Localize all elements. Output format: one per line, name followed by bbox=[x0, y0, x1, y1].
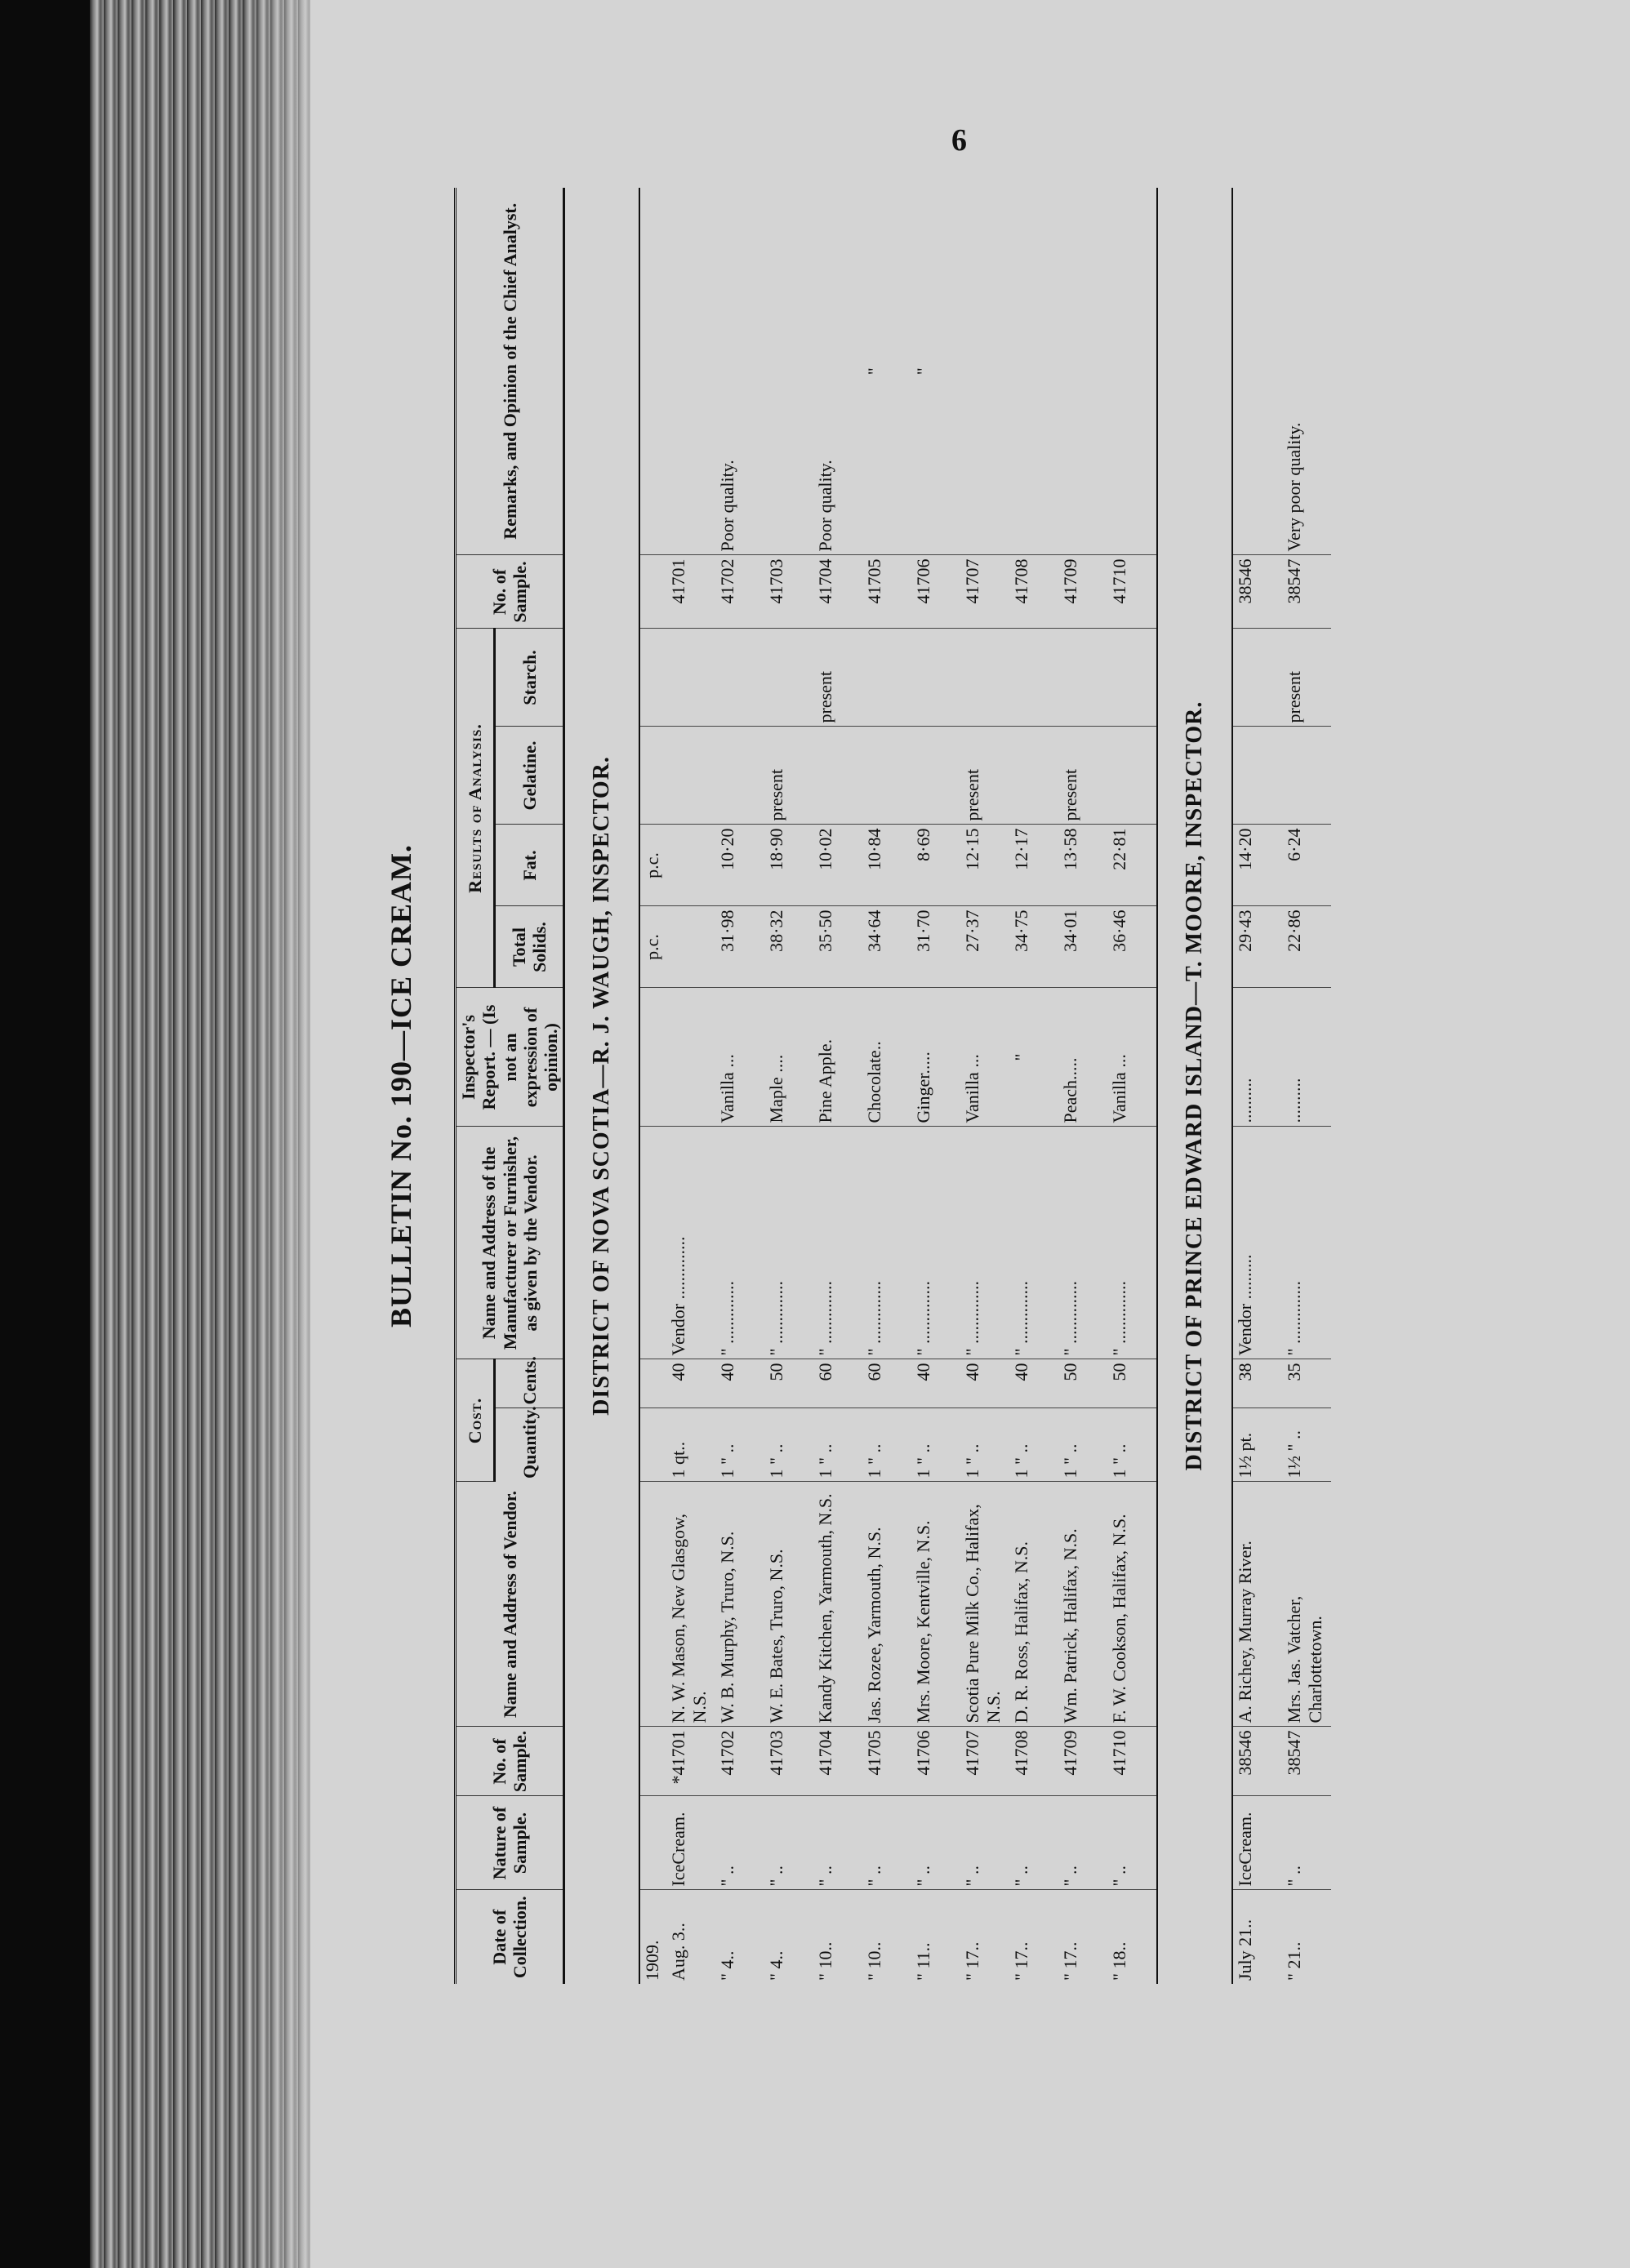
ice-cream-table bbox=[454, 188, 1331, 1984]
cell-cents: 40 bbox=[911, 1359, 960, 1408]
cell-vendor: Wm. Patrick, Halifax, N.S. bbox=[1058, 1482, 1107, 1727]
cell-no: 41703 bbox=[764, 1727, 813, 1796]
district-heading: DISTRICT OF PRINCE EDWARD ISLAND—T. MOORE, INSPECTOR. bbox=[1157, 188, 1232, 1984]
cell-gelatine: present bbox=[1058, 727, 1107, 825]
cell-vendor: Jas. Rozee, Yarmouth, N.S. bbox=[862, 1482, 911, 1727]
cell-qty: 1 " .. bbox=[813, 1408, 862, 1482]
cell-nature: " .. bbox=[764, 1796, 813, 1890]
cell-nature: " .. bbox=[1058, 1796, 1107, 1890]
cell-manufacturer: " .............. bbox=[813, 1127, 862, 1359]
cell-nature: " .. bbox=[1107, 1796, 1157, 1890]
table-row bbox=[960, 188, 1009, 1984]
cell-remarks bbox=[764, 188, 813, 555]
cell-no: 38546 bbox=[1232, 1727, 1282, 1796]
cell-cents: 35 bbox=[1282, 1359, 1331, 1408]
cell-qty: 1 " .. bbox=[715, 1408, 764, 1482]
cell-fat bbox=[666, 825, 715, 906]
cell-manufacturer: " .............. bbox=[1058, 1127, 1107, 1359]
cell-fat: 10·84 bbox=[862, 825, 911, 906]
scan-dark-edge bbox=[0, 0, 90, 2268]
cell-report: Vanilla ... bbox=[715, 988, 764, 1127]
cell-manufacturer: " .............. bbox=[862, 1127, 911, 1359]
cell-remarks bbox=[960, 188, 1009, 555]
cell-no: 41707 bbox=[960, 1727, 1009, 1796]
header-remarks: Remarks, and Opinion of the Chief Analyst. bbox=[456, 188, 564, 555]
cell-cents: 50 bbox=[1107, 1359, 1157, 1408]
cell-report: Pine Apple. bbox=[813, 988, 862, 1127]
cell-remarks bbox=[1107, 188, 1157, 555]
cell-starch bbox=[1232, 629, 1282, 727]
cell-remarks: Poor quality. bbox=[813, 188, 862, 555]
cell-date: July 21.. bbox=[1235, 1919, 1256, 1981]
header-date: Date of Collection. bbox=[456, 1890, 564, 1984]
cell-report: .......... bbox=[1282, 988, 1331, 1127]
cell-cents: 40 bbox=[960, 1359, 1009, 1408]
header-gelatine: Gelatine. bbox=[494, 727, 564, 825]
cell-fat: 10·02 bbox=[813, 825, 862, 906]
cell-no: 41709 bbox=[1058, 1727, 1107, 1796]
cell-gelatine: present bbox=[764, 727, 813, 825]
cell-qty: 1 " .. bbox=[1058, 1408, 1107, 1482]
cell-vendor: Scotia Pure Milk Co., Halifax, N.S. bbox=[960, 1482, 1009, 1727]
bulletin-title: BULLETIN No. 190—ICE CREAM. bbox=[385, 843, 417, 1328]
cell-date: " 17.. bbox=[1011, 1941, 1032, 1981]
cell-solids: 34·01 bbox=[1058, 906, 1107, 988]
header-quantity: Quantity. bbox=[494, 1408, 564, 1482]
cell-date: " 21.. bbox=[1284, 1941, 1305, 1981]
cell-fat: 18·90 bbox=[764, 825, 813, 906]
cell-remarks bbox=[666, 188, 715, 555]
cell-gelatine bbox=[1107, 727, 1157, 825]
unit-total-solids: p.c. bbox=[639, 906, 666, 988]
cell-nature: " .. bbox=[911, 1796, 960, 1890]
header-starch: Starch. bbox=[494, 629, 564, 727]
cell-manufacturer: " .............. bbox=[911, 1127, 960, 1359]
cell-report bbox=[666, 988, 715, 1127]
cell-vendor: A. Richey, Murray River. bbox=[1232, 1482, 1282, 1727]
cell-report: Vanilla ... bbox=[1107, 988, 1157, 1127]
cell-remarks: " bbox=[911, 188, 960, 555]
cell-qty: 1 " .. bbox=[1009, 1408, 1058, 1482]
cell-qty: 1 " .. bbox=[911, 1408, 960, 1482]
cell-date: " 10.. bbox=[864, 1941, 885, 1981]
district-heading-row bbox=[564, 188, 640, 1984]
cell-gelatine: present bbox=[960, 727, 1009, 825]
cell-no2: 41705 bbox=[862, 555, 911, 629]
cell-no2: 41706 bbox=[911, 555, 960, 629]
table-row bbox=[715, 188, 764, 1984]
cell-vendor: Kandy Kitchen, Yarmouth, N.S. bbox=[813, 1482, 862, 1727]
cell-starch: present bbox=[1282, 629, 1331, 727]
cell-no2: 41708 bbox=[1009, 555, 1058, 629]
cell-solids: 35·50 bbox=[813, 906, 862, 988]
cell-solids: 34·75 bbox=[1009, 906, 1058, 988]
cell-date: " 11.. bbox=[913, 1942, 934, 1981]
cell-cents: 40 bbox=[1009, 1359, 1058, 1408]
cell-manufacturer: " .............. bbox=[1107, 1127, 1157, 1359]
year-label: 1909. bbox=[642, 1940, 663, 1981]
cell-fat: 14·20 bbox=[1232, 825, 1282, 906]
page-number: 6 bbox=[951, 123, 967, 158]
header-total-solids: Total Solids. bbox=[494, 906, 564, 988]
district-heading-row bbox=[1157, 188, 1232, 1984]
cell-report: Ginger..... bbox=[911, 988, 960, 1127]
cell-vendor: Mrs. Jas. Vatcher, Charlottetown. bbox=[1282, 1482, 1331, 1727]
cell-fat: 10·20 bbox=[715, 825, 764, 906]
cell-nature: " .. bbox=[1282, 1796, 1331, 1890]
cell-nature: " .. bbox=[862, 1796, 911, 1890]
cell-qty: 1 " .. bbox=[1107, 1408, 1157, 1482]
cell-gelatine bbox=[1232, 727, 1282, 825]
cell-no2: 41707 bbox=[960, 555, 1009, 629]
cell-fat: 6·24 bbox=[1282, 825, 1331, 906]
cell-manufacturer: " .............. bbox=[1282, 1127, 1331, 1359]
cell-vendor: N. W. Mason, New Glasgow, N.S. bbox=[666, 1482, 715, 1727]
header-cost: Cost. bbox=[456, 1359, 495, 1482]
cell-no: 41708 bbox=[1009, 1727, 1058, 1796]
cell-vendor: Mrs. Moore, Kentville, N.S. bbox=[911, 1482, 960, 1727]
cell-nature: " .. bbox=[813, 1796, 862, 1890]
table-row bbox=[1058, 188, 1107, 1984]
cell-vendor: W. E. Bates, Truro, N.S. bbox=[764, 1482, 813, 1727]
cell-no2: 41702 bbox=[715, 555, 764, 629]
cell-gelatine bbox=[911, 727, 960, 825]
cell-manufacturer: " .............. bbox=[764, 1127, 813, 1359]
cell-report: " bbox=[1009, 988, 1058, 1127]
header-inspector-report: Inspector's Report. — (Is not an expression of opinion.) bbox=[456, 988, 564, 1127]
cell-no: 41704 bbox=[813, 1727, 862, 1796]
cell-date: " 10.. bbox=[815, 1941, 836, 1981]
cell-cents: 38 bbox=[1232, 1359, 1282, 1408]
table-row bbox=[862, 188, 911, 1984]
cell-no2: 38547 bbox=[1282, 555, 1331, 629]
table-row bbox=[813, 188, 862, 1984]
cell-vendor: D. R. Ross, Halifax, N.S. bbox=[1009, 1482, 1058, 1727]
table-row bbox=[1282, 188, 1331, 1984]
cell-gelatine bbox=[1009, 727, 1058, 825]
cell-nature: IceCream. bbox=[1232, 1796, 1282, 1890]
table-row bbox=[911, 188, 960, 1984]
cell-no: 41710 bbox=[1107, 1727, 1157, 1796]
rotated-page-content bbox=[384, 188, 1543, 1984]
header-nature: Nature of Sample. bbox=[456, 1796, 564, 1890]
cell-fat: 12·17 bbox=[1009, 825, 1058, 906]
cell-manufacturer: " .............. bbox=[715, 1127, 764, 1359]
cell-date: " 4.. bbox=[717, 1950, 738, 1981]
cell-report: Chocolate.. bbox=[862, 988, 911, 1127]
header-no-sample-2: No. of Sample. bbox=[456, 555, 564, 629]
cell-cents: 40 bbox=[666, 1359, 715, 1408]
cell-date: " 17.. bbox=[1060, 1941, 1081, 1981]
cell-nature: " .. bbox=[960, 1796, 1009, 1890]
cell-solids: 34·64 bbox=[862, 906, 911, 988]
header-manufacturer: Name and Address of the Manufacturer or Furnisher, as given by the Vendor. bbox=[456, 1127, 564, 1359]
cell-solids: 31·70 bbox=[911, 906, 960, 988]
cell-manufacturer: " .............. bbox=[1009, 1127, 1058, 1359]
cell-starch bbox=[1107, 629, 1157, 727]
cell-fat: 8·69 bbox=[911, 825, 960, 906]
cell-gelatine bbox=[1282, 727, 1331, 825]
cell-qty: 1 qt.. bbox=[666, 1408, 715, 1482]
cell-cents: 40 bbox=[715, 1359, 764, 1408]
cell-date: Aug. 3.. bbox=[668, 1923, 689, 1981]
header-cents: Cents. bbox=[494, 1359, 564, 1408]
cell-manufacturer: Vendor .............. bbox=[666, 1127, 715, 1359]
cell-solids: 29·43 bbox=[1232, 906, 1282, 988]
cell-remarks bbox=[1232, 188, 1282, 555]
cell-cents: 60 bbox=[813, 1359, 862, 1408]
header-no-sample: No. of Sample. bbox=[456, 1727, 564, 1796]
cell-solids: 22·86 bbox=[1282, 906, 1331, 988]
cell-fat: 22·81 bbox=[1107, 825, 1157, 906]
cell-date: " 17.. bbox=[962, 1941, 983, 1981]
district-heading: DISTRICT OF NOVA SCOTIA—R. J. WAUGH, INSPECTOR. bbox=[564, 188, 640, 1984]
cell-starch bbox=[960, 629, 1009, 727]
cell-manufacturer: Vendor .......... bbox=[1232, 1127, 1282, 1359]
cell-gelatine bbox=[666, 727, 715, 825]
cell-no2: 41709 bbox=[1058, 555, 1107, 629]
cell-fat: 13·58 bbox=[1058, 825, 1107, 906]
cell-remarks bbox=[1058, 188, 1107, 555]
cell-starch bbox=[715, 629, 764, 727]
cell-no: 41702 bbox=[715, 1727, 764, 1796]
cell-nature: IceCream. bbox=[666, 1796, 715, 1890]
cell-nature: " .. bbox=[1009, 1796, 1058, 1890]
cell-no2: 41701 bbox=[666, 555, 715, 629]
cell-gelatine bbox=[862, 727, 911, 825]
cell-report: Maple .... bbox=[764, 988, 813, 1127]
cell-starch bbox=[1009, 629, 1058, 727]
cell-no2: 41704 bbox=[813, 555, 862, 629]
table-header-row bbox=[456, 188, 495, 1984]
table-row bbox=[1009, 188, 1058, 1984]
cell-starch bbox=[911, 629, 960, 727]
cell-remarks bbox=[1009, 188, 1058, 555]
cell-remarks: " bbox=[862, 188, 911, 555]
cell-solids bbox=[666, 906, 715, 988]
cell-starch bbox=[1058, 629, 1107, 727]
table-row bbox=[1107, 188, 1157, 1984]
cell-gelatine bbox=[715, 727, 764, 825]
cell-no: 38547 bbox=[1282, 1727, 1331, 1796]
cell-manufacturer: " .............. bbox=[960, 1127, 1009, 1359]
cell-no2: 38546 bbox=[1232, 555, 1282, 629]
cell-no: *41701 bbox=[666, 1727, 715, 1796]
cell-remarks: Very poor quality. bbox=[1282, 188, 1331, 555]
header-results: Results of Analysis. bbox=[456, 629, 495, 988]
cell-report: Vanilla ... bbox=[960, 988, 1009, 1127]
cell-qty: 1 " .. bbox=[764, 1408, 813, 1482]
cell-starch bbox=[862, 629, 911, 727]
cell-starch: present bbox=[813, 629, 862, 727]
cell-qty: 1 " .. bbox=[862, 1408, 911, 1482]
cell-cents: 60 bbox=[862, 1359, 911, 1408]
cell-solids: 38·32 bbox=[764, 906, 813, 988]
cell-report: Peach..... bbox=[1058, 988, 1107, 1127]
cell-qty: 1 " .. bbox=[960, 1408, 1009, 1482]
cell-no2: 41703 bbox=[764, 555, 813, 629]
cell-nature: " .. bbox=[715, 1796, 764, 1890]
cell-vendor: F. W. Cookson, Halifax, N.S. bbox=[1107, 1482, 1157, 1727]
cell-cents: 50 bbox=[1058, 1359, 1107, 1408]
header-fat: Fat. bbox=[494, 825, 564, 906]
table-row bbox=[666, 188, 715, 1984]
cell-cents: 50 bbox=[764, 1359, 813, 1408]
cell-solids: 27·37 bbox=[960, 906, 1009, 988]
cell-qty: 1½ " .. bbox=[1282, 1408, 1331, 1482]
cell-starch bbox=[764, 629, 813, 727]
spine-shadow bbox=[245, 0, 343, 2268]
table-row bbox=[764, 188, 813, 1984]
cell-starch bbox=[666, 629, 715, 727]
cell-fat: 12·15 bbox=[960, 825, 1009, 906]
cell-solids: 36·46 bbox=[1107, 906, 1157, 988]
cell-report: .......... bbox=[1232, 988, 1282, 1127]
cell-no: 41705 bbox=[862, 1727, 911, 1796]
cell-solids: 31·98 bbox=[715, 906, 764, 988]
header-vendor: Name and Address of Vendor. bbox=[456, 1482, 564, 1727]
cell-vendor: W. B. Murphy, Truro, N.S. bbox=[715, 1482, 764, 1727]
year-row bbox=[639, 188, 666, 1984]
unit-fat: p.c. bbox=[639, 825, 666, 906]
cell-qty: 1½ pt. bbox=[1232, 1408, 1282, 1482]
cell-gelatine bbox=[813, 727, 862, 825]
cell-no: 41706 bbox=[911, 1727, 960, 1796]
cell-no2: 41710 bbox=[1107, 555, 1157, 629]
table-row bbox=[1232, 188, 1282, 1984]
cell-date: " 18.. bbox=[1109, 1941, 1130, 1981]
cell-remarks: Poor quality. bbox=[715, 188, 764, 555]
cell-date: " 4.. bbox=[766, 1950, 787, 1981]
